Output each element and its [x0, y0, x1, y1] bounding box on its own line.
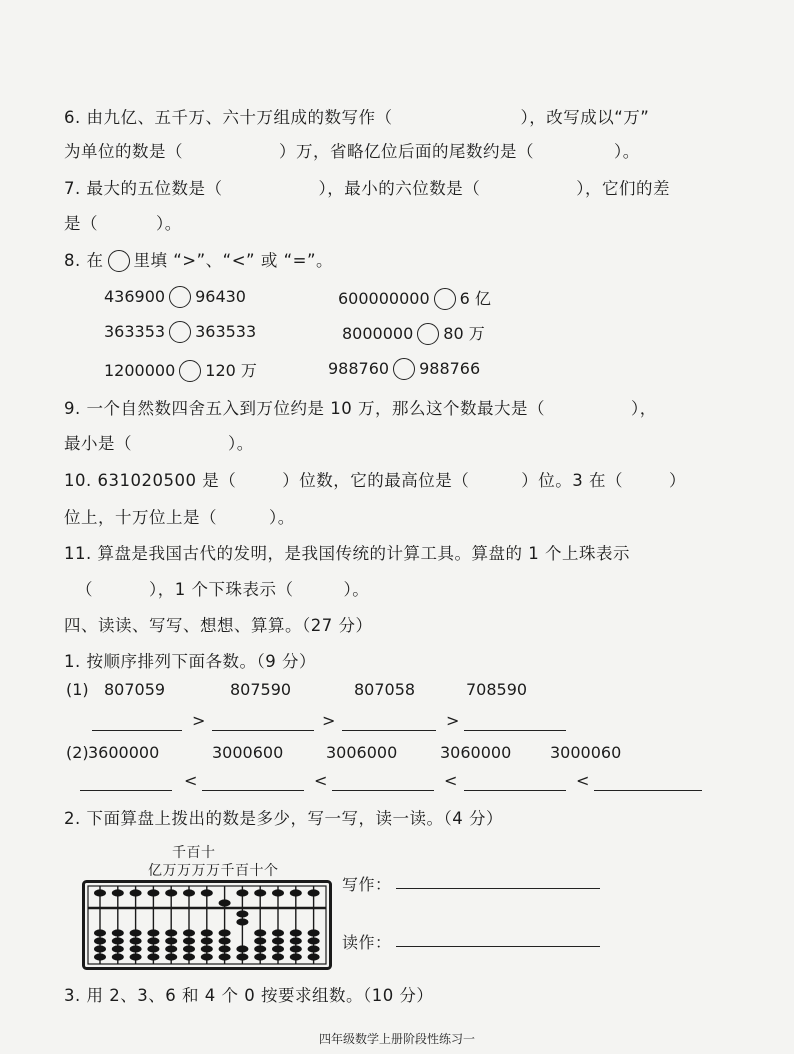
s4-q1-p1-blank[interactable]: [92, 730, 182, 731]
s4-q1-p2-num: 3000060: [550, 743, 622, 762]
compare-circle[interactable]: [169, 286, 191, 308]
abacus-lower-bead: [94, 953, 106, 960]
s4-q1-p2-num: 3060000: [440, 743, 512, 762]
q6-line2: 为单位的数是（ ）万，省略亿位后面的尾数约是（ ）。: [64, 142, 640, 161]
s4-q1-p1-num: 807058: [354, 680, 416, 699]
abacus-lower-bead: [290, 929, 302, 936]
abacus-lower-bead: [254, 953, 266, 960]
s4-q1-part2-label: (2): [66, 743, 89, 762]
q8-compare-4: 8000000 80 万: [342, 324, 485, 343]
q6-line1: 6. 由九亿、五千万、六十万组成的数写作（ ），改写成以“万”: [64, 108, 650, 127]
abacus-lower-bead: [183, 937, 195, 944]
lt-symbol: <: [314, 771, 328, 790]
q10-line2: 位上，十万位上是（ ）。: [64, 508, 295, 527]
abacus-lower-bead: [290, 953, 302, 960]
s4-q1-p1-num: 807590: [230, 680, 292, 699]
gt-symbol: >: [192, 711, 206, 730]
abacus-lower-bead: [130, 945, 142, 952]
abacus-upper-bead: [183, 889, 195, 896]
s4-q1-p1-num: 708590: [466, 680, 528, 699]
circle-icon: [108, 250, 130, 272]
abacus-lower-bead: [236, 953, 248, 960]
q8-compare-5: 1200000 120 万: [104, 361, 257, 380]
abacus-lower-bead: [219, 945, 231, 952]
abacus-icon: [82, 880, 332, 970]
abacus-lower-bead: [183, 929, 195, 936]
q6-text: 6. 由九亿、五千万、六十万组成的数写作（: [64, 108, 393, 127]
s4-q1-p1-blank[interactable]: [342, 730, 436, 731]
q11-line2: （ ），1 个下珠表示（ ）。: [76, 580, 370, 599]
q8-title: 8. 在 里填 “>”、“<” 或 “=”。: [64, 251, 333, 270]
lt-symbol: <: [184, 771, 198, 790]
abacus-lower-bead: [254, 937, 266, 944]
q8-compare-2: 600000000 6 亿: [338, 289, 491, 308]
abacus-lower-bead: [201, 945, 213, 952]
q8-compare-6: 988760 988766: [328, 359, 481, 378]
abacus-lower-bead: [165, 937, 177, 944]
gt-symbol: >: [322, 711, 336, 730]
read-label: 读作：: [342, 933, 392, 952]
lt-symbol: <: [444, 771, 458, 790]
abacus-lower-bead: [130, 953, 142, 960]
abacus-lower-bead: [272, 945, 284, 952]
abacus-lower-bead: [201, 953, 213, 960]
abacus-lower-bead: [183, 953, 195, 960]
abacus-lower-bead: [201, 937, 213, 944]
compare-circle[interactable]: [393, 358, 415, 380]
q9-line2: 最小是（ ）。: [64, 434, 254, 453]
compare-circle[interactable]: [169, 321, 191, 343]
abacus-lower-bead: [219, 937, 231, 944]
s4-q1-title: 1. 按顺序排列下面各数。（9 分）: [64, 652, 316, 671]
abacus-lower-bead: [272, 929, 284, 936]
write-label: 写作：: [342, 875, 392, 894]
s4-q1-p2-blank[interactable]: [80, 790, 172, 791]
abacus-lower-bead: [308, 929, 320, 936]
abacus-lower-bead: [290, 945, 302, 952]
compare-circle[interactable]: [179, 360, 201, 382]
q11-line1: 11. 算盘是我国古代的发明，是我国传统的计算工具。算盘的 1 个上珠表示: [64, 544, 630, 563]
abacus-lower-bead: [147, 937, 159, 944]
abacus-lower-bead: [201, 929, 213, 936]
s4-q1-part1-label: (1): [66, 680, 89, 699]
write-answer-line[interactable]: [396, 888, 600, 889]
abacus-upper-bead: [272, 889, 284, 896]
abacus-upper-bead: [130, 889, 142, 896]
abacus-lower-bead: [308, 937, 320, 944]
abacus-lower-bead: [308, 945, 320, 952]
s4-q1-p2-num: 3006000: [326, 743, 398, 762]
abacus-lower-bead: [219, 929, 231, 936]
abacus-lower-bead: [112, 953, 124, 960]
page-footer: 四年级数学上册阶段性练习一: [318, 1032, 475, 1046]
abacus-upper-bead: [201, 889, 213, 896]
abacus-lower-bead: [272, 953, 284, 960]
abacus-lower-bead: [94, 929, 106, 936]
compare-circle[interactable]: [434, 288, 456, 310]
abacus-lower-bead: [112, 945, 124, 952]
abacus-upper-bead: [236, 889, 248, 896]
abacus-lower-bead: [94, 945, 106, 952]
abacus-lower-bead: [94, 937, 106, 944]
abacus-upper-bead: [290, 889, 302, 896]
abacus-header-bottom: 亿万万万万千百十个: [148, 863, 279, 879]
abacus-upper-bead: [165, 889, 177, 896]
abacus-lower-bead: [147, 929, 159, 936]
abacus-lower-bead: [308, 953, 320, 960]
s4-q1-p2-blank[interactable]: [332, 790, 434, 791]
abacus-lower-bead: [254, 945, 266, 952]
abacus-upper-bead: [254, 889, 266, 896]
s4-q1-p1-blank[interactable]: [212, 730, 314, 731]
read-answer-line[interactable]: [396, 946, 600, 947]
abacus-lower-bead: [165, 945, 177, 952]
abacus-lower-bead: [112, 937, 124, 944]
s4-q1-p2-num: 3000600: [212, 743, 284, 762]
s4-q1-p1-blank[interactable]: [464, 730, 566, 731]
s4-q1-p2-blank[interactable]: [464, 790, 566, 791]
abacus-upper-bead: [94, 889, 106, 896]
abacus-lower-bead: [254, 929, 266, 936]
q9-line1: 9. 一个自然数四舍五入到万位约是 10 万，那么这个数最大是（ ），: [64, 399, 657, 418]
abacus-lower-bead: [272, 937, 284, 944]
section4-title: 四、读读、写写、想想、算算。（27 分）: [64, 616, 373, 635]
abacus-lower-bead: [165, 929, 177, 936]
q8-compare-1: 436900 96430: [104, 287, 246, 306]
abacus-lower-bead: [236, 910, 248, 917]
s4-q1-p2-num: 3600000: [88, 743, 160, 762]
s4-q1-p1-num: 807059: [104, 680, 166, 699]
abacus-lower-bead: [130, 937, 142, 944]
abacus-lower-bead: [183, 945, 195, 952]
lt-symbol: <: [576, 771, 590, 790]
s4-q3-title: 3. 用 2、3、6 和 4 个 0 按要求组数。（10 分）: [64, 986, 434, 1005]
q8-compare-3: 363353 363533: [104, 322, 257, 341]
s4-q1-p2-blank[interactable]: [202, 790, 304, 791]
abacus-lower-bead: [236, 945, 248, 952]
q7-line2: 是（ ）。: [64, 214, 182, 233]
abacus-lower-bead: [147, 945, 159, 952]
q7-line1: 7. 最大的五位数是（ ），最小的六位数是（ ），它们的差: [64, 179, 670, 198]
abacus-header-top: 千百十: [172, 845, 216, 861]
abacus-lower-bead: [112, 929, 124, 936]
s4-q2-title: 2. 下面算盘上拨出的数是多少，写一写，读一读。（4 分）: [64, 809, 503, 828]
abacus-lower-bead: [130, 929, 142, 936]
q10-line1: 10. 631020500 是（ ）位数，它的最高位是（ ）位。3 在（ ）: [64, 471, 686, 490]
abacus-lower-bead: [147, 953, 159, 960]
abacus-upper-bead: [219, 899, 231, 906]
abacus-lower-bead: [290, 937, 302, 944]
abacus-upper-bead: [308, 889, 320, 896]
abacus-lower-bead: [236, 918, 248, 925]
compare-circle[interactable]: [417, 323, 439, 345]
abacus-upper-bead: [112, 889, 124, 896]
abacus-lower-bead: [165, 953, 177, 960]
gt-symbol: >: [446, 711, 460, 730]
abacus-upper-bead: [147, 889, 159, 896]
s4-q1-p2-blank[interactable]: [594, 790, 702, 791]
abacus-lower-bead: [219, 953, 231, 960]
